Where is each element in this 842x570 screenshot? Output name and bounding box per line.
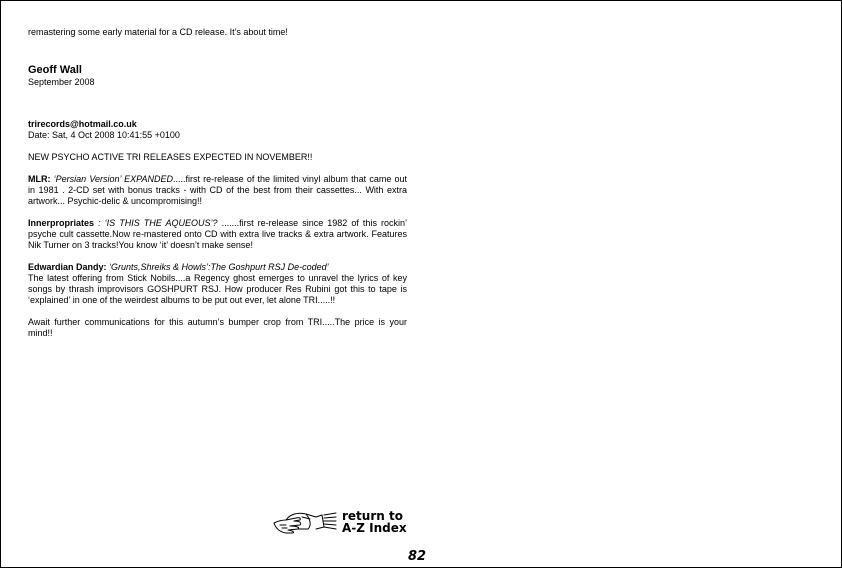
email-date: Date: Sat, 4 Oct 2008 10:41:55 +0100 <box>28 130 180 140</box>
page-number: 82 <box>408 549 427 564</box>
release-innerpropriates <box>28 218 407 251</box>
release-title: ‘Grunts,Shreiks & Howls’:The Goshpurt RSJ De-coded’ <box>106 262 329 272</box>
return-label-line2: A-Z Index <box>342 521 407 535</box>
intro-text: remastering some early material for a CD release. It’s about time! <box>28 27 288 37</box>
release-artist: Innerpropriates <box>28 218 95 228</box>
email-headline: NEW PSYCHO ACTIVE TRI RELEASES EXPECTED IN NOVEMBER!! <box>28 152 313 162</box>
pointing-hand-icon <box>272 509 338 535</box>
author-date: September 2008 <box>28 77 95 87</box>
release-title: : ‘IS THIS THE AQUEOUS’? <box>94 218 218 228</box>
return-to-index-link[interactable] <box>272 509 407 535</box>
return-label-line1: return to <box>342 509 403 523</box>
release-title: ‘Persian Version’ EXPANDED <box>50 174 174 184</box>
release-body: .......first re-release since 1982 of this rockin’ psyche cult cassette.Now re-mastered onto CD with extra live tracks & extra artwork. Features Nik Turner on 3 tracks!You know ‘it’ doesn’t make sense! <box>28 218 408 250</box>
release-body: The latest offering from Stick Nobils....a Regency ghost emerges to unravel the lyrics of key songs by thrash improvisors GOSHPURT RSJ. How producer Res Rubini got this to tape is ‘explained’ in one of the weirdest albums to be put out ever, let alone TRI.....!! <box>28 273 407 305</box>
release-artist: Edwardian Dandy: <box>28 262 107 272</box>
email-from: trirecords@hotmail.co.uk <box>28 119 137 129</box>
release-artist: MLR: <box>28 174 51 184</box>
page-content <box>28 27 407 339</box>
author-name: Geoff Wall <box>28 64 82 76</box>
release-mlr <box>28 174 407 207</box>
email-closing: Await further communications for this autumn’s bumper crop from TRI.....The price is your mind!! <box>28 317 407 338</box>
release-body: .....first re-release of the limited vinyl album that came out in 1981 . 2-CD set with bonus tracks - with CD of the best from their cassettes... With extra artwork... Psychic-delic & uncompromising!! <box>28 174 408 206</box>
release-edwardian-dandy <box>28 262 407 273</box>
